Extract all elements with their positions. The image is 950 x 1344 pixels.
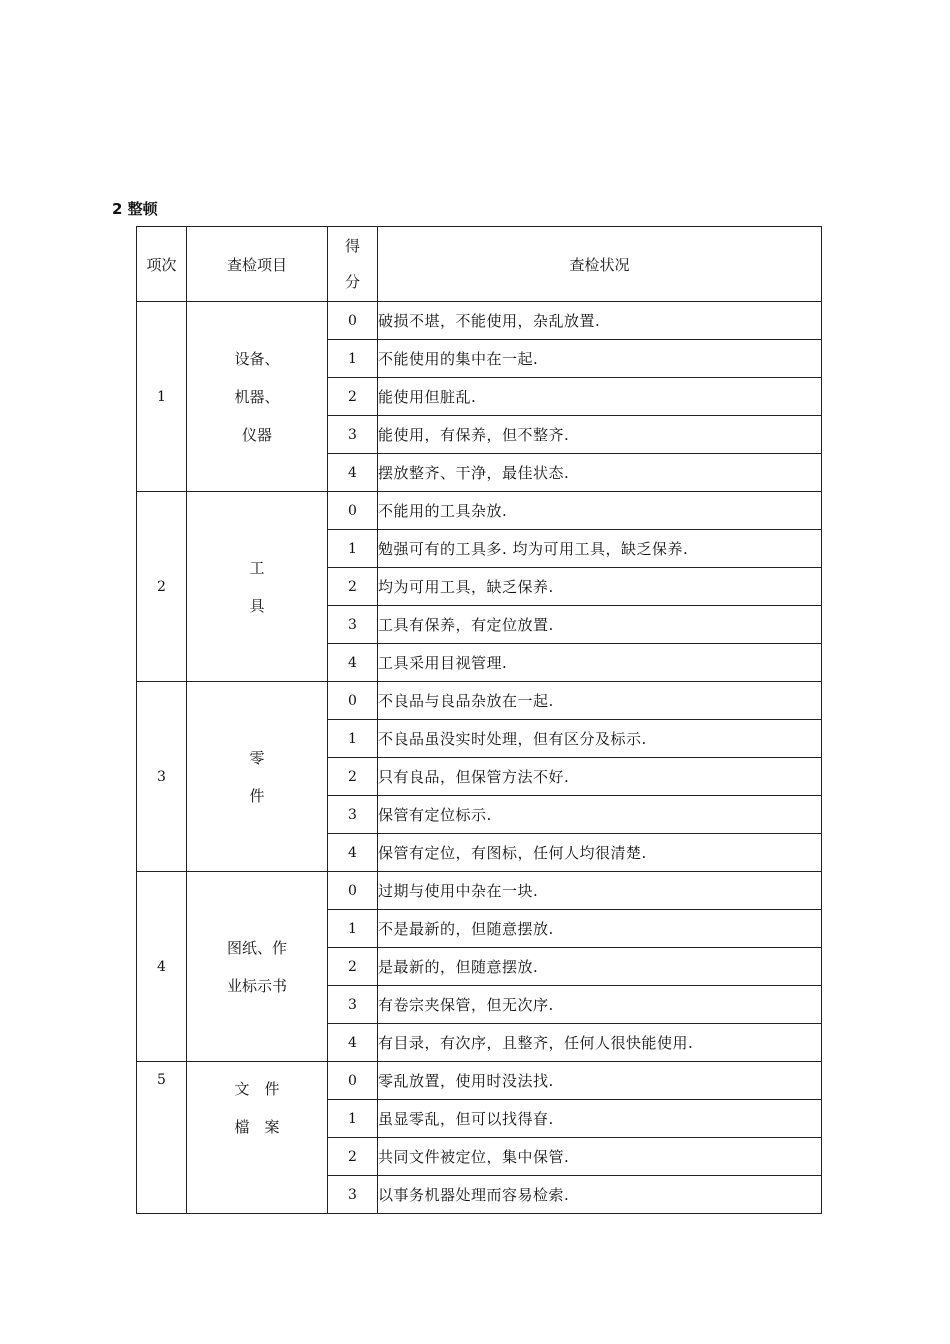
- row-description: 破损不堪，不能使用，杂乱放置.: [378, 302, 822, 340]
- header-status: 查检状况: [378, 227, 822, 302]
- row-score: 3: [328, 606, 378, 644]
- group-index: 3: [137, 682, 187, 872]
- row-score: 2: [328, 948, 378, 986]
- row-description: 工具有保养，有定位放置.: [378, 606, 822, 644]
- row-score: 0: [328, 1062, 378, 1100]
- group-item-line: 业标示书: [226, 976, 287, 995]
- header-item: 查检项目: [187, 227, 328, 302]
- row-description: 有目录，有次序，且整齐，任何人很快能使用.: [378, 1024, 822, 1062]
- row-score: 4: [328, 1024, 378, 1062]
- row-description: 能使用，有保养，但不整齐.: [378, 416, 822, 454]
- row-score: 0: [328, 682, 378, 720]
- table-row: [137, 1062, 822, 1100]
- group-index: 5: [137, 1062, 187, 1214]
- row-description: 不良品与良品杂放在一起.: [378, 682, 822, 720]
- group-item-line: 设备、: [234, 349, 280, 368]
- row-description: 共同文件被定位，集中保管.: [378, 1138, 822, 1176]
- table-row: [137, 872, 822, 910]
- row-description: 不是最新的，但随意摆放.: [378, 910, 822, 948]
- row-description: 摆放整齐、干浄，最佳状态.: [378, 454, 822, 492]
- row-description: 不能用的工具杂放.: [378, 492, 822, 530]
- row-score: 1: [328, 720, 378, 758]
- row-description: 零乱放置，使用时没法找.: [378, 1062, 822, 1100]
- row-description: 不能使用的集中在一起.: [378, 340, 822, 378]
- inspection-table: [136, 226, 822, 1214]
- group-item: [187, 492, 328, 682]
- group-item-line: 仪器: [241, 425, 272, 444]
- group-item: [187, 872, 328, 1062]
- row-score: 2: [328, 758, 378, 796]
- group-index: 2: [137, 492, 187, 682]
- group-index: 4: [137, 872, 187, 1062]
- group-item-line: 工: [249, 558, 265, 577]
- group-item: [187, 1062, 328, 1214]
- row-description: 是最新的，但随意摆放.: [378, 948, 822, 986]
- row-score: 3: [328, 986, 378, 1024]
- group-item-line: 图纸、作: [226, 938, 287, 957]
- header-index: 项次: [137, 227, 187, 302]
- row-description: 能使用但脏乱.: [378, 378, 822, 416]
- row-description: 不良品虽没实时处理，但有区分及标示.: [378, 720, 822, 758]
- row-score: 1: [328, 1100, 378, 1138]
- group-item-line: 檔 案: [234, 1118, 280, 1136]
- row-description: 保管有定位标示.: [378, 796, 822, 834]
- row-score: 2: [328, 378, 378, 416]
- row-score: 1: [328, 530, 378, 568]
- row-description: 只有良品，但保管方法不好.: [378, 758, 822, 796]
- row-description: 均为可用工具，缺乏保养.: [378, 568, 822, 606]
- row-description: 保管有定位，有图标，任何人均很清楚.: [378, 834, 822, 872]
- row-score: 2: [328, 568, 378, 606]
- group-index: 1: [137, 302, 187, 492]
- row-score: 0: [328, 872, 378, 910]
- row-score: 4: [328, 834, 378, 872]
- group-item: [187, 302, 328, 492]
- row-score: 0: [328, 492, 378, 530]
- table-row: [137, 492, 822, 530]
- group-item-line: 零: [249, 748, 265, 767]
- row-score: 1: [328, 910, 378, 948]
- row-description: 过期与使用中杂在一块.: [378, 872, 822, 910]
- header-score-line1: 得: [344, 237, 360, 255]
- row-score: 3: [328, 796, 378, 834]
- row-description: 以事务机器处理而容易检索.: [378, 1176, 822, 1214]
- table-body: [137, 302, 822, 1214]
- row-score: 3: [328, 416, 378, 454]
- row-description: 工具采用目视管理.: [378, 644, 822, 682]
- header-score: [328, 227, 378, 302]
- row-description: 有卷宗夹保管，但无次序.: [378, 986, 822, 1024]
- table-row: [137, 302, 822, 340]
- group-item-line: 文 件: [234, 1080, 280, 1098]
- group-item-line: 机器、: [234, 387, 280, 406]
- row-description: 勉强可有的工具多. 均为可用工具，缺乏保养.: [378, 530, 822, 568]
- row-score: 1: [328, 340, 378, 378]
- table-row: [137, 682, 822, 720]
- row-score: 3: [328, 1176, 378, 1214]
- group-item-line: 具: [249, 596, 265, 615]
- header-row: [137, 227, 822, 302]
- header-score-line2: 分: [344, 273, 360, 291]
- row-score: 0: [328, 302, 378, 340]
- row-score: 2: [328, 1138, 378, 1176]
- group-item-line: 件: [249, 786, 265, 805]
- section-title: 2 整顿: [112, 200, 158, 218]
- row-description: 虽显零乱，但可以找得眘.: [378, 1100, 822, 1138]
- row-score: 4: [328, 644, 378, 682]
- row-score: 4: [328, 454, 378, 492]
- group-item: [187, 682, 328, 872]
